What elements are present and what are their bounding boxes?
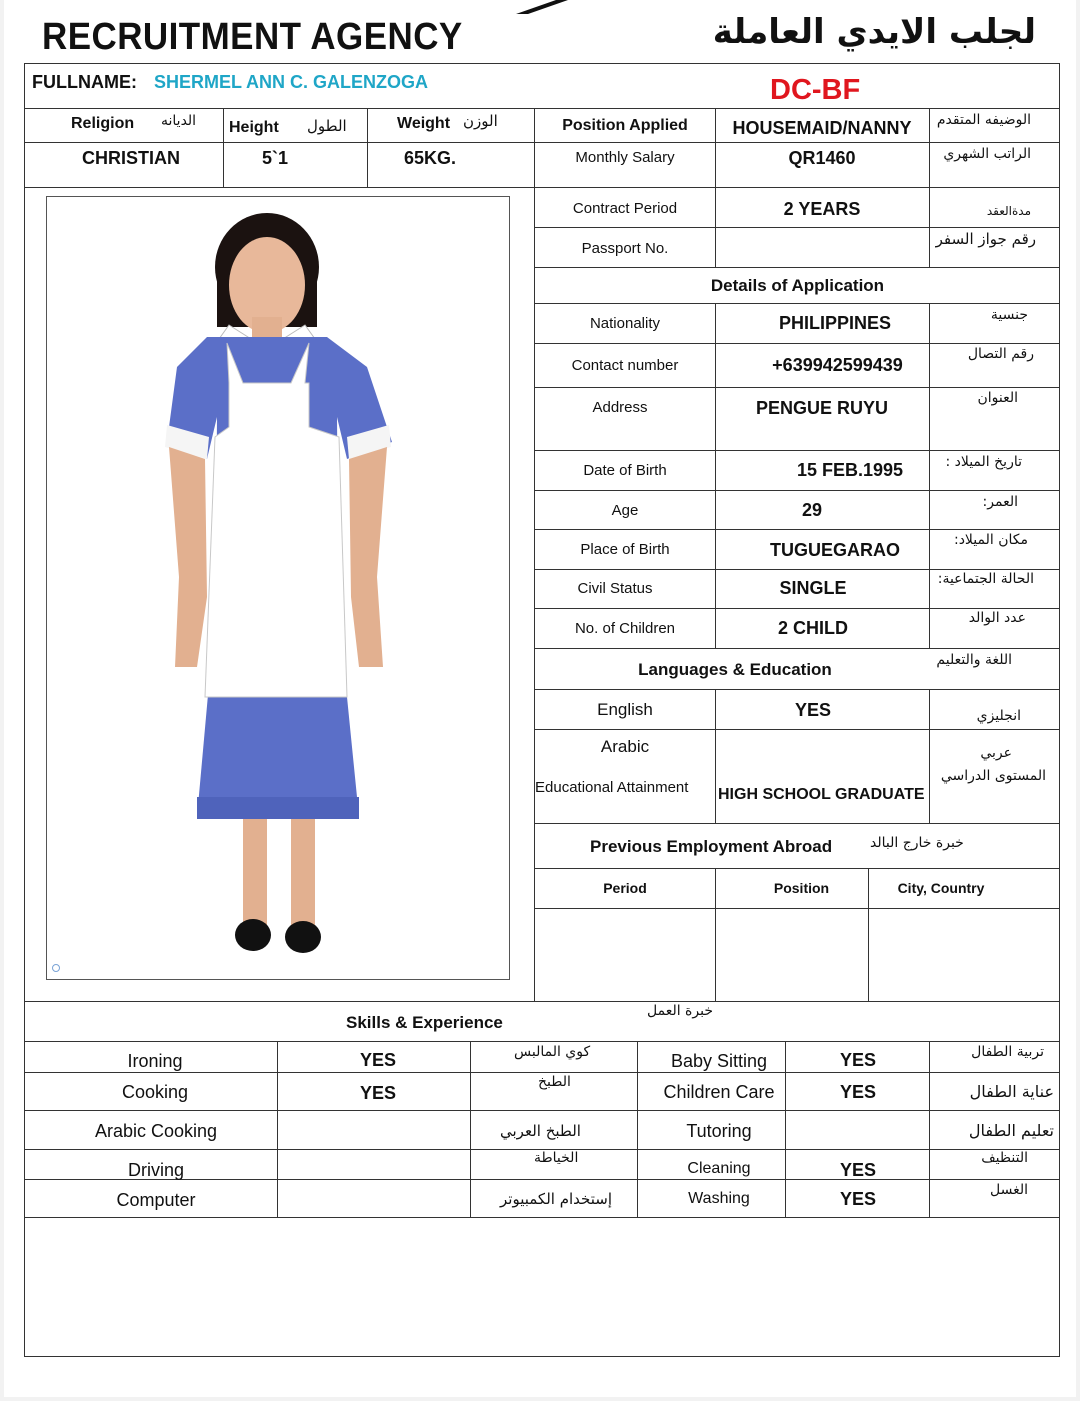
children-value: 2 CHILD (777, 618, 848, 638)
skill-computer-label: Computer (116, 1190, 196, 1210)
religion-label-arabic: الديانه (161, 113, 197, 129)
contract-period-arabic: مدةالعقد (986, 204, 1031, 218)
languages-title-arabic: اللغة والتعليم (936, 652, 1012, 668)
education-arabic: المستوى الدراسي (940, 768, 1046, 784)
skill-driving-arabic: الخياطة (534, 1150, 579, 1166)
skill-washing-value: YES (839, 1189, 877, 1209)
english-arabic: انجليزي (976, 708, 1021, 724)
nationality-label: Nationality (589, 315, 661, 332)
skill-children-care-value: YES (839, 1082, 877, 1102)
skill-children-care-arabic: عناية الطفال (969, 1082, 1054, 1101)
address-label: Address (592, 399, 648, 416)
age-label: Age (611, 502, 639, 519)
children-arabic: عدد الوالد (968, 610, 1026, 626)
skill-ironing-value: YES (359, 1050, 397, 1070)
education-label: Educational Attainment (535, 779, 689, 796)
skills-title-arabic: خبرة العمل (647, 1003, 713, 1019)
children-label: No. of Children (574, 620, 676, 637)
religion-label: Religion (71, 115, 135, 132)
skill-baby-sitting-arabic: تربية الطفال (971, 1044, 1044, 1060)
skill-baby-sitting-value: YES (839, 1050, 877, 1070)
nationality-value: PHILIPPINES (778, 313, 892, 333)
decorative-slash (516, 0, 568, 16)
contract-period-value: 2 YEARS (783, 199, 861, 219)
agency-title-arabic: لجلب الايدي العاملة (712, 12, 1036, 52)
contact-label: Contact number (571, 357, 679, 374)
position-applied-value: HOUSEMAID/NANNY (732, 118, 912, 138)
position-applied-arabic: الوضيفه المتقدم (936, 112, 1031, 128)
address-value: PENGUE RUYU (755, 398, 889, 418)
height-value: 5`1 (262, 148, 289, 168)
skill-cleaning-label: Cleaning (687, 1160, 751, 1177)
skill-baby-sitting-label: Baby Sitting (670, 1051, 768, 1071)
civil-status-value: SINGLE (779, 578, 847, 598)
fullname-value: SHERMEL ANN C. GALENZOGA (154, 72, 429, 92)
monthly-salary-label: Monthly Salary (575, 149, 675, 166)
skill-cooking-label: Cooking (121, 1082, 189, 1102)
reference-code: DC-BF (770, 74, 861, 106)
age-value: 29 (801, 500, 823, 520)
height-label-arabic: الطول (307, 117, 347, 135)
skill-tutoring-arabic: تعليم الطفال (968, 1121, 1054, 1140)
application-form (4, 0, 1076, 1397)
skill-children-care-label: Children Care (663, 1082, 775, 1102)
dob-label: Date of Birth (583, 462, 667, 479)
skills-title: Skills & Experience (346, 1013, 503, 1032)
religion-value: CHRISTIAN (82, 148, 180, 168)
arabic-label: Arabic (600, 737, 650, 756)
skill-driving-label: Driving (127, 1160, 184, 1180)
skill-washing-arabic: الغسل (989, 1182, 1028, 1198)
weight-label: Weight (397, 115, 451, 132)
english-label: English (597, 700, 653, 719)
details-section-title: Details of Application (710, 276, 885, 295)
passport-arabic: رقم جواز السفر (935, 230, 1036, 248)
height-label: Height (229, 119, 279, 136)
skill-cooking-arabic: الطبخ (538, 1074, 571, 1090)
pob-arabic: مكان الميلاد: (953, 532, 1028, 548)
passport-label: Passport No. (581, 240, 669, 257)
pob-label: Place of Birth (580, 541, 670, 558)
skill-computer-arabic: إستخدام الكمبيوتر (500, 1190, 612, 1208)
weight-label-arabic: الوزن (463, 112, 498, 130)
education-value: HIGH SCHOOL GRADUATE (718, 786, 925, 803)
col-city-country: City, Country (897, 880, 985, 896)
dob-arabic: تاريخ الميلاد : (945, 454, 1022, 470)
applicant-photo (46, 196, 510, 980)
skill-cleaning-arabic: التنظيف (981, 1150, 1028, 1166)
photo-corner-icon (52, 964, 60, 972)
monthly-salary-value: QR1460 (788, 148, 856, 168)
skill-ironing-arabic: كوي المالبس (514, 1044, 591, 1060)
pob-value: TUGUEGARAO (770, 540, 900, 560)
weight-value: 65KG. (404, 148, 457, 168)
col-period: Period (603, 880, 647, 896)
dob-value: 15 FEB.1995 (796, 460, 904, 480)
skill-arabic-cooking-label: Arabic Cooking (94, 1121, 218, 1141)
contact-arabic: رقم التصال (967, 346, 1034, 362)
skill-cooking-value: YES (359, 1083, 397, 1103)
monthly-salary-arabic: الراتب الشهري (943, 146, 1031, 162)
age-arabic: العمر: (982, 494, 1018, 510)
fullname-label: FULLNAME: (32, 72, 137, 92)
arabic-arabic: عربي (980, 745, 1012, 761)
nationality-arabic: جنسية (990, 307, 1028, 323)
skill-tutoring-label: Tutoring (686, 1121, 752, 1141)
col-position: Position (773, 880, 830, 896)
civil-status-arabic: الحالة الجتماعية: (937, 571, 1034, 587)
previous-employment-title: Previous Employment Abroad (590, 837, 833, 856)
english-value: YES (794, 700, 832, 720)
contact-value: +639942599439 (772, 355, 903, 375)
contract-period-label: Contract Period (572, 200, 678, 217)
skill-cleaning-value: YES (839, 1160, 877, 1180)
skill-arabic-cooking-arabic: الطبخ العربي (500, 1122, 581, 1140)
civil-status-label: Civil Status (577, 580, 653, 597)
skill-washing-label: Washing (688, 1190, 750, 1207)
languages-title: Languages & Education (638, 660, 832, 679)
agency-title: RECRUITMENT AGENCY (42, 16, 463, 58)
previous-employment-arabic: خبرة خارج البالد (870, 835, 964, 851)
address-arabic: العنوان (977, 390, 1018, 406)
position-applied-label: Position Applied (562, 117, 688, 134)
skill-ironing-label: Ironing (127, 1051, 183, 1071)
